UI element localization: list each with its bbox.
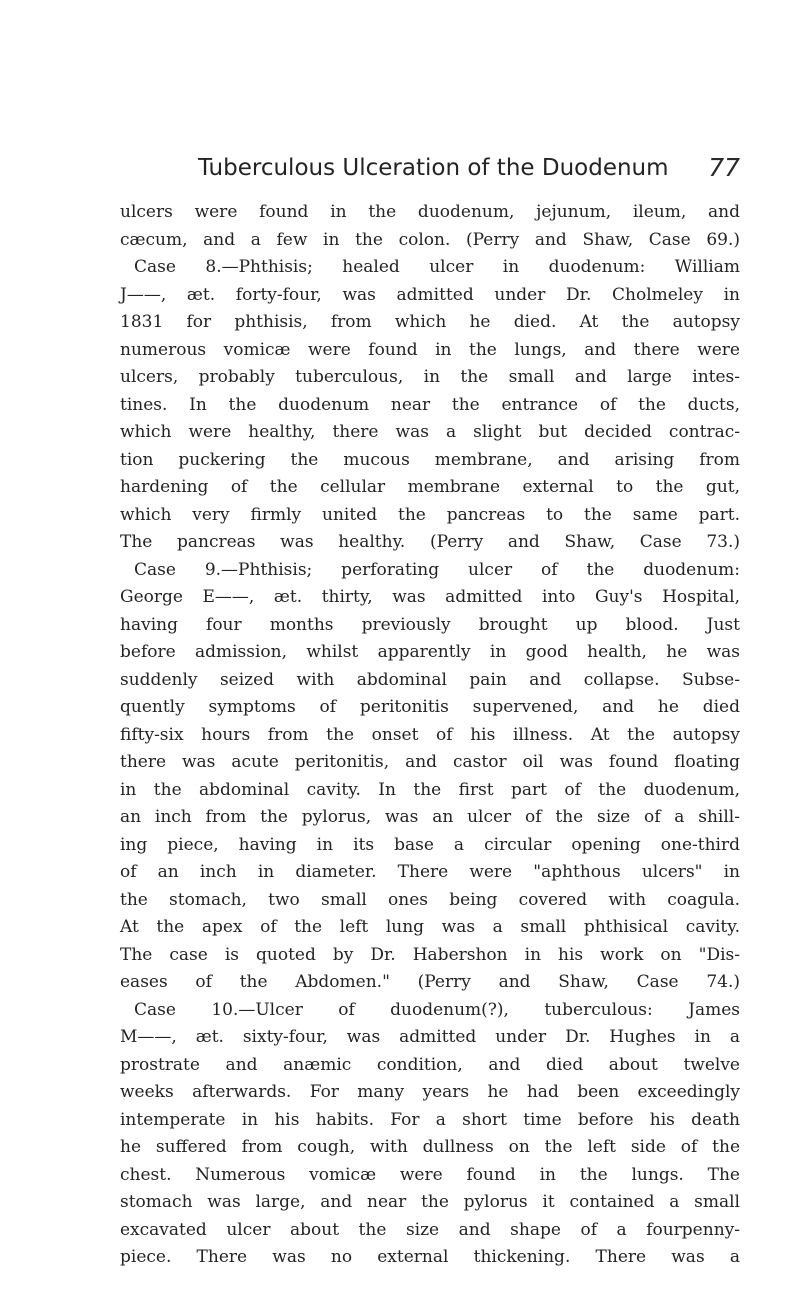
text-line: hardening of the cellular membrane external to the gut, xyxy=(120,477,740,497)
text-line: in the abdominal cavity. In the first part of the duodenum, xyxy=(120,779,740,800)
text-line: J——, æt. forty-four, was admitted under Dr. Cholmeley in xyxy=(120,284,740,305)
text-line: M——, æt. sixty-four, was admitted under Dr. Hughes in a xyxy=(120,1027,740,1047)
text-line: tion puckering the mucous membrane, and arising from xyxy=(120,449,740,470)
text-line: stomach was large, and near the pylorus it contained a small xyxy=(120,1192,740,1212)
text-line: before admission, whilst apparently in good health, he was xyxy=(120,642,740,662)
body-text xyxy=(120,199,740,1272)
text-line: which very firmly united the pancreas to the same part. xyxy=(120,504,740,525)
text-line: 1831 for phthisis, from which he died. At the autopsy xyxy=(120,312,740,332)
text-line: fifty-six hours from the onset of his illness. At the autopsy xyxy=(120,724,740,745)
running-head-title: Tuberculous Ulceration of the Duodenum xyxy=(198,155,669,181)
text-line: there was acute peritonitis, and castor oil was found floating xyxy=(120,752,740,772)
text-line: ulcers were found in the duodenum, jejunum, ileum, and xyxy=(120,202,740,222)
text-line: tines. In the duodenum near the entrance of the ducts, xyxy=(120,394,740,415)
text-line: At the apex of the left lung was a small phthisical cavity. xyxy=(120,917,740,937)
text-line: ing piece, having in its base a circular opening one-third xyxy=(120,834,740,855)
text-line: the stomach, two small ones being covered with coagula. xyxy=(120,889,740,910)
text-line: piece. There was no external thickening. There was a xyxy=(120,1247,740,1267)
text-line: Case 9.—Phthisis; perforating ulcer of the duodenum: xyxy=(134,559,740,580)
text-line: Case 8.—Phthisis; healed ulcer in duodenum: William xyxy=(134,257,740,277)
text-line: ulcers, probably tuberculous, in the small and large intes- xyxy=(120,367,740,387)
text-line: George E——, æt. thirty, was admitted into Guy's Hospital, xyxy=(120,587,740,607)
text-line: excavated ulcer about the size and shape of a fourpenny- xyxy=(120,1219,740,1240)
running-head xyxy=(198,148,740,188)
text-line: he suffered from cough, with dullness on the left side of the xyxy=(120,1137,740,1157)
text-line: numerous vomicæ were found in the lungs, and there were xyxy=(120,339,740,360)
text-line: which were healthy, there was a slight but decided contrac- xyxy=(120,422,740,442)
text-line: prostrate and anæmic condition, and died about twelve xyxy=(120,1054,740,1075)
text-line: weeks afterwards. For many years he had been exceedingly xyxy=(120,1082,740,1102)
text-line: The case is quoted by Dr. Habershon in his work on "Dis- xyxy=(120,944,740,965)
text-line: eases of the Abdomen." (Perry and Shaw, Case 74.) xyxy=(120,972,740,992)
text-line: of an inch in diameter. There were "aphthous ulcers" in xyxy=(120,862,740,882)
text-line: Case 10.—Ulcer of duodenum(?), tuberculous: James xyxy=(134,999,740,1020)
page-number: 77 xyxy=(708,153,740,182)
text-line: intemperate in his habits. For a short time before his death xyxy=(120,1109,740,1130)
text-line: The pancreas was healthy. (Perry and Shaw, Case 73.) xyxy=(120,532,740,552)
text-line: having four months previously brought up blood. Just xyxy=(120,614,740,635)
text-line: an inch from the pylorus, was an ulcer of the size of a shill- xyxy=(120,807,740,827)
text-line: quently symptoms of peritonitis supervened, and he died xyxy=(120,697,740,717)
text-line: chest. Numerous vomicæ were found in the lungs. The xyxy=(120,1164,740,1185)
text-line: cæcum, and a few in the colon. (Perry and Shaw, Case 69.) xyxy=(120,229,740,250)
text-line: suddenly seized with abdominal pain and collapse. Subse- xyxy=(120,669,740,690)
